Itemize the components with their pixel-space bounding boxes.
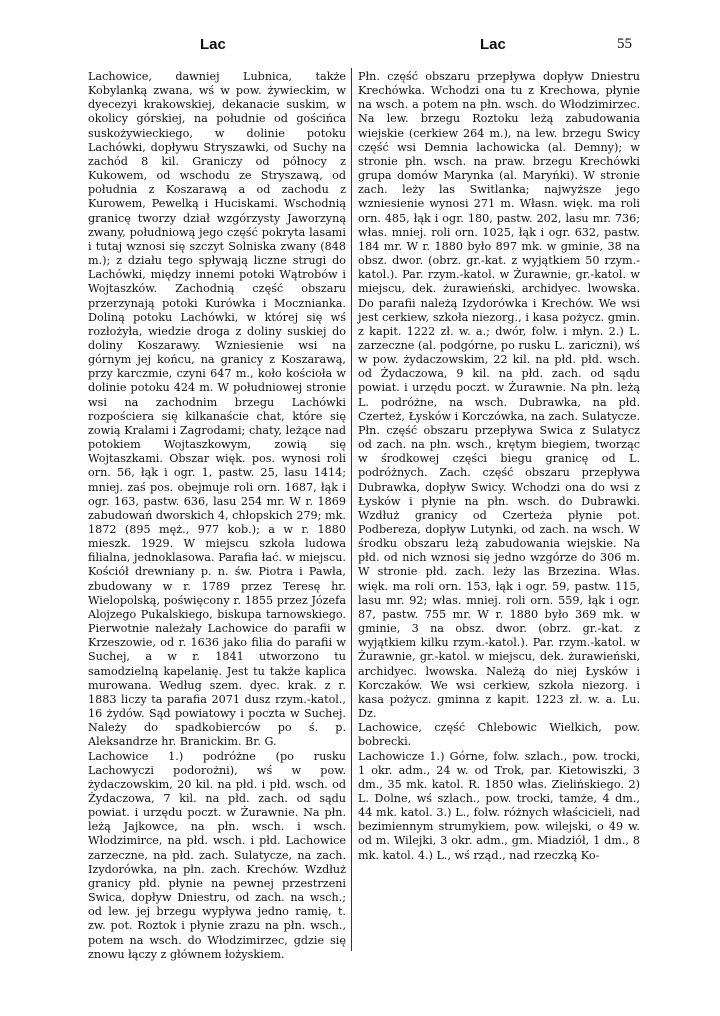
entry-continuation: Płn. część obszaru przepływa dopływ Dniestru Krechówka. Wchodzi ona tu z Krechowa, płynie na wsch. a potem na płn. wsch. do Włodzimirzec. Na lew. brzegu Roztoku leżą zabudowania wiejskie (cerkiew 264 m.), na lew. brzegu Swicy część wsi Demnia lachowicka (al. Demny); w stronie płn. wsch. na praw. brzegu Krechówki grupa domów Marynka (al. Maryńki). W stronie zach. leży las Switlanka; najwyższe jego wzniesienie wynosi 271 m. Własn. więk. ma roli orn. 485, łąk i ogr. 180, pastw. 202, lasu mr. 736; włas. mniej. roli orn. 1025, łąk i ogr. 632, pastw. 184 mr. W r. 1880 było 897 mk. w gminie, 38 na obsz. dwor. (obrz. gr.-kat. z wyjątkiem 50 rzym.-katol.). Par. rzym.-katol. w Żurawnie, gr.-katol. w miejscu, dek. żurawieński, archidyec. lwowska. Do parafii należą Izydorówka i Krechów. We wsi jest cerkiew, szkoła niezorg., i kasa pożycz. gmin. z kapit. 1222 zł. w. a.; dwór, folw. i młyn. 2.) L. zarzeczne (al. podgórne, po rusku L. zariczni), wś w pow. żydaczowskim, 22 kil. na płd. płd. wsch. od Żydaczowa, 9 kil. na płd. zach. od sądu powiat. i urzędu poczt. w Żurawnie. Na płn. leżą L. podróżne, na wsch. Dubrawka, na płd. Czerteż, Łysków i Korczówka, na zach. Sulatycze. Płn. część obszaru przepływa Swica z Sulatycz od zach. na płn. wsch., krętym biegiem, tworząc w środkowej części biegu granicę od L. podróżnych. Zach. część obszaru przepływa Dubrawka, dopływ Swicy. Wchodzi ona do wsi z Łysków i płynie na płn. wsch. do Dubrawki. Wzdłuż granicy od Czerteża płynie pot. Podbereza, dopływ Lutynki, od zach. na wsch. W środku obszaru leżą zabudowania wiejskie. Na płd. od nich wznosi się jedno wzgórze do 306 m. W stronie płd. zach. leży las Brzezina. Włas. więk. ma roli orn. 153, łąk i ogr. 59, pastw. 115, lasu mr. 92; włas. mniej. roli orn. 559, łąk i ogr. 87, pastw. 755 mr. W r. 1880 było 369 mk. w gminie, 3 na obsz. dwor. (obrz. gr.-kat. z wyjątkiem kilku rzym.-katol.). Par. rzym.-katol. w Żurawnie, gr.-katol. w miejscu, dek. żurawieński, archidyec. lwowska. Należą do niej Łysków i Korczaków. We wsi cerkiew, szkoła niezorg. i kasa pożycz. gminna z kapit. 1223 zł. w. a. Lu. Dz. [358, 70, 640, 721]
right-column [358, 70, 640, 950]
running-head-left: Lac [200, 36, 226, 53]
column-divider [351, 68, 352, 951]
entry-lachowice-zywiec: Lachowice, dawniej Lubnica, także Kobylanką zwana, wś w pow. żywieckim, w dyecezyi krakowskiej, dekanacie suskim, w okolicy górskiej, na południe od gościńca suskożywieckiego, w dolinie potoku Lachówki, dopływu Stryszawki, od Suchy na zachód 8 kil. Graniczy od północy z Kukowem, od wschodu ze Stryszawą, od południa z Koszarawą a od zachodu z Kurowem, Pewelką i Huciskami. Wschodnią granicę tworzy dział wzgórzysty Jaworzyną zwany, południową jego część pokryta lasami i tutaj wznosi się szczyt Solniska zwany (848 m.); z działu tego spływają liczne strugi do Lachówki, między innemi potoki Wątrobów i Wojtaszków. Zachodnią część obszaru przerzynają potoki Kurówka i Mocznianka. Doliną potoku Lachówki, w której się wś rozłożyła, wiedzie droga z doliny suskiej do doliny Koszarawy. Wzniesienie wsi na górnym jej końcu, na granicy z Koszarawą, przy karczmie, czyni 647 m., koło kościoła w dolinie potoku 424 m. W południowej stronie wsi na zachodnim brzegu Lachówki rozpościera się kilkanaście chat, które się zowią Kralami i Zagrodami; chaty, leżące nad potokiem Wojtaszkowym, zowią się Wojtaszkami. Obszar więk. pos. wynosi roli orn. 56, łąk i ogr. 1, pastw. 25, lasu 1414; mniej. zaś pos. obejmuje roli orn. 1687, łąk i ogr. 163, pastw. 636, lasu 254 mr. W r. 1869 zabudowań dworskich 4, chłopskich 279; mk. 1872 (895 męż., 977 kob.); a w r. 1880 mieszk. 1929. W miejscu szkoła ludowa filialna, jednoklasowa. Parafia łać. w miejscu. Kościół drewniany p. n. św. Piotra i Pawła, zbudowany w r. 1789 przez Teresę hr. Wielopolską, poświęcony r. 1855 przez Józefa Alojzego Pukalskiego, biskupa tarnowskiego. Pierwotnie należały Lachowice do parafii w Krzeszowie, od r. 1636 jako filia do parafii w Suchej, a w r. 1841 utworzono tu samodzielną kapelanię. Jest tu także kaplica murowana. Według szem. dyec. krak. z r. 1883 liczy ta parafia 2071 dusz rzym.-katol., 16 żydów. Sąd powiatowy i poczta w Suchej. Należy do spadkobierców po ś. p. Aleksandrze hr. Branickim. Br. G. [88, 70, 346, 749]
entry-lachowicze: Lachowicze 1.) Górne, folw. szlach., pow. trocki, 1 okr. adm., 24 w. od Trok, par. Kietowiszki, 3 dm., 35 mk. katol. R. 1850 włas. Zielińskiego. 2) L. Dolne, wś szlach., pow. trocki, tamże, 4 dm., 44 mk. katol. 3.) L., folw. różnych właścicieli, nad bezimiennym strumykiem, pow. wilejski, o 49 w. od m. Wilejki, 3 okr. adm., gm. Miadziół, 1 dm., 8 mk. katol. 4.) L., wś rząd., nad rzeczką Ko- [358, 749, 640, 862]
entry-lachowice-bobrecki: Lachowice, część Chlebowic Wielkich, pow. bobrecki. [358, 721, 640, 749]
running-head-center: Lac [480, 36, 506, 53]
page-number: 55 [617, 36, 632, 52]
left-column [88, 70, 346, 961]
entry-lachowice-podrozne: Lachowice 1.) podróżne (po rusku Lachowyczi podorożni), wś w pow. żydaczowskim, 20 kil. na płd. i płd. wsch. od Żydaczowa, 7 kil. na płd. zach. od sądu powiat. i urzędu poczt. w Żurawnie. Na płn. leżą Jajkowce, na płn. wsch. i wsch. Włodzimirce, na płd. wsch. i płd. Lachowice zarzeczne, na płd. zach. Sulatycze, na zach. Izydorówka, na płn. zach. Krechów. Wzdłuż granicy płd. płynie na pewnej przestrzeni Swica, dopływ Dniestru, od zach. na wsch.; od lew. jej brzegu wypływa jedno ramię, t. zw. pot. Roztok i płynie zrazu na płn. wsch., potem na wsch. do Włodzimirzec, gdzie się znowu łączy z głównem łożyskiem. [88, 749, 346, 961]
